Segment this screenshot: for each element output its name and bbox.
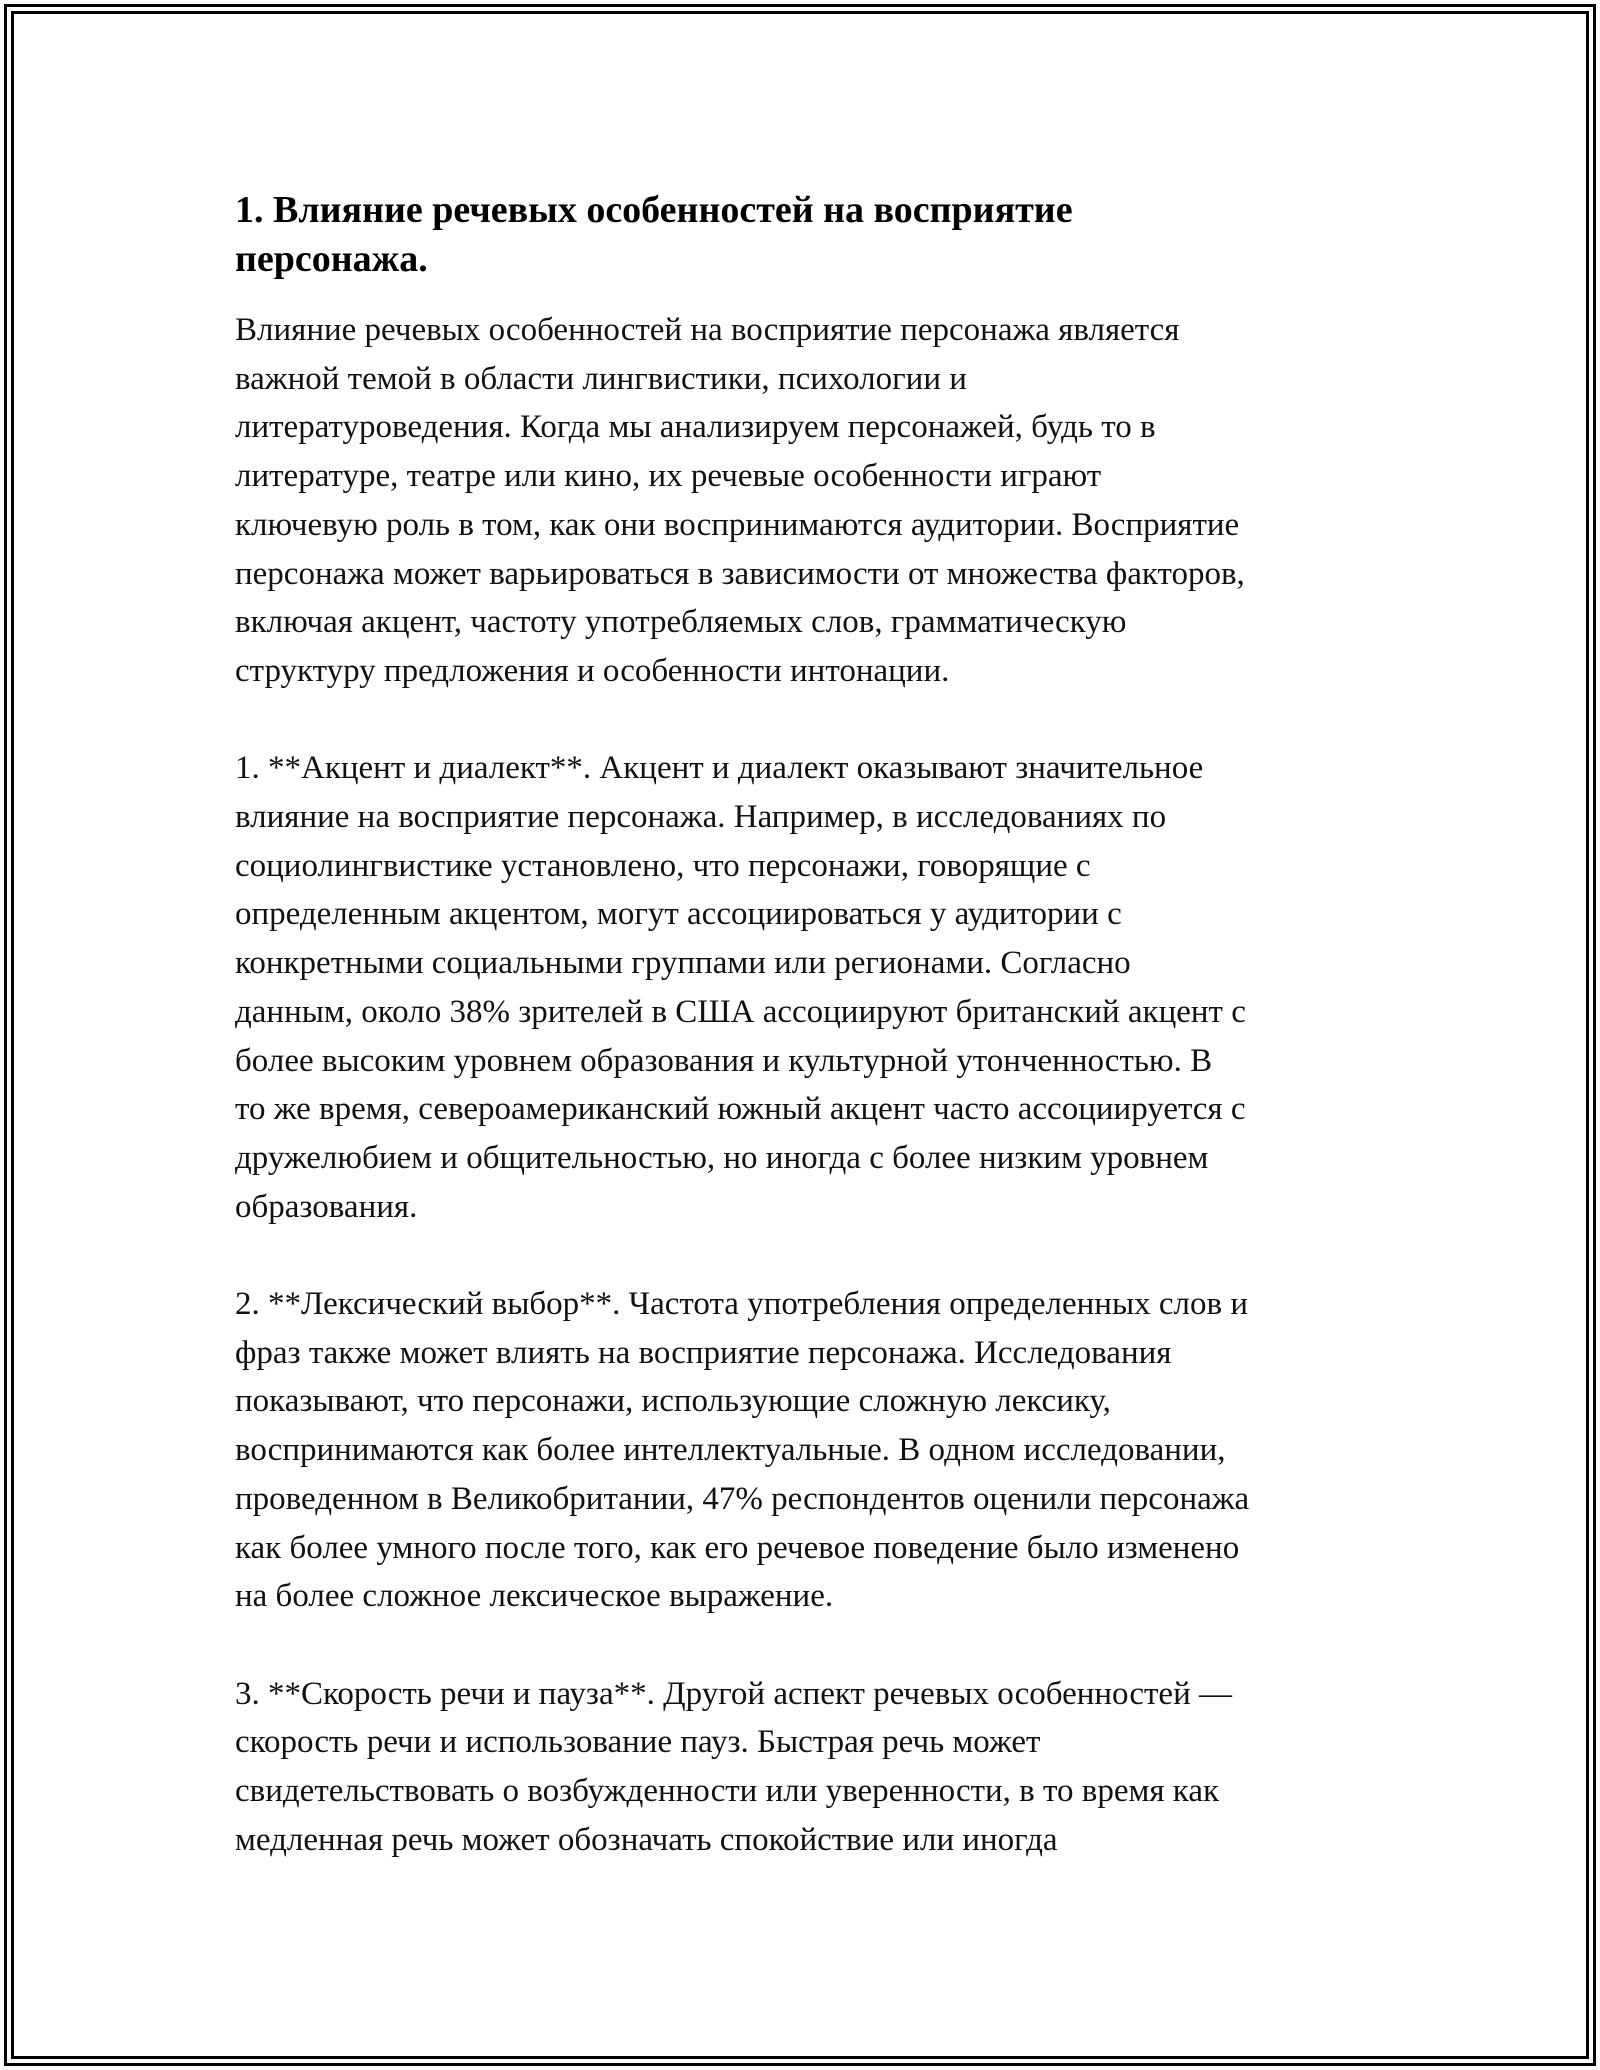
- paragraph-line: 1. **Акцент и диалект**. Акцент и диалект оказывают значительное: [235, 750, 1204, 787]
- paragraph-line: структуру предложения и особенности интонации.: [235, 652, 950, 689]
- paragraph-line: важной темой в области лингвистики, психологии и: [235, 360, 967, 397]
- paragraph: [235, 744, 1385, 1231]
- document-body: [235, 186, 1385, 1864]
- paragraph-line: скорость речи и использование пауз. Быстрая речь может: [235, 1724, 1041, 1761]
- paragraph: [235, 306, 1385, 696]
- paragraph-line: данным, около 38% зрителей в США ассоциируют британский акцент с: [235, 993, 1246, 1030]
- paragraph-line: то же время, североамериканский южный акцент часто ассоциируется с: [235, 1091, 1246, 1128]
- paragraph-line: включая акцент, частоту употребляемых слов, грамматическую: [235, 604, 1127, 641]
- paragraph: [235, 1280, 1385, 1621]
- paragraph-line: социолингвистике установлено, что персонажи, говорящие с: [235, 847, 1091, 884]
- paragraph-line: 3. **Скорость речи и пауза**. Другой аспект речевых особенностей —: [235, 1675, 1232, 1712]
- paragraph-line: медленная речь может обозначать спокойствие или иногда: [235, 1821, 1058, 1858]
- paragraph-line: свидетельствовать о возбужденности или уверенности, в то время как: [235, 1773, 1220, 1810]
- paragraph-line: воспринимаются как более интеллектуальные. В одном исследовании,: [235, 1432, 1226, 1469]
- paragraph-line: определенным акцентом, могут ассоциироваться у аудитории с: [235, 896, 1122, 933]
- section-heading: [235, 186, 1385, 284]
- paragraph-line: литературоведения. Когда мы анализируем персонажей, будь то в: [235, 409, 1156, 446]
- paragraph-line: показывают, что персонажи, использующие сложную лексику,: [235, 1383, 1111, 1420]
- paragraph-line: конкретными социальными группами или регионами. Согласно: [235, 945, 1131, 982]
- paragraph-line: образования.: [235, 1188, 418, 1225]
- paragraphs: [235, 306, 1385, 1864]
- paragraph-line: более высоким уровнем образования и культурной утонченностью. В: [235, 1042, 1213, 1079]
- paragraph-line: проведенном в Великобритании, 47% респондентов оценили персонажа: [235, 1480, 1250, 1517]
- paragraph-line: литературе, театре или кино, их речевые особенности играют: [235, 458, 1102, 495]
- paragraph-line: дружелюбием и общительностью, но иногда с более низким уровнем: [235, 1139, 1209, 1176]
- paragraph-line: персонажа может варьироваться в зависимости от множества факторов,: [235, 555, 1245, 592]
- heading-line: 1. Влияние речевых особенностей на восприятие: [235, 189, 1073, 231]
- paragraph: [235, 1670, 1385, 1865]
- paragraph-line: влияние на восприятие персонажа. Например, в исследованиях по: [235, 799, 1167, 836]
- paragraph-line: на более сложное лексическое выражение.: [235, 1578, 834, 1615]
- paragraph-line: ключевую роль в том, как они воспринимаются аудитории. Восприятие: [235, 506, 1240, 543]
- paragraph-line: Влияние речевых особенностей на восприятие персонажа является: [235, 312, 1180, 348]
- paragraph-line: 2. **Лексический выбор**. Частота употребления определенных слов и: [235, 1286, 1248, 1323]
- heading-line: персонажа.: [235, 238, 428, 280]
- paragraph-line: как более умного после того, как его речевое поведение было изменено: [235, 1529, 1240, 1566]
- paragraph-line: фраз также может влиять на восприятие персонажа. Исследования: [235, 1334, 1172, 1371]
